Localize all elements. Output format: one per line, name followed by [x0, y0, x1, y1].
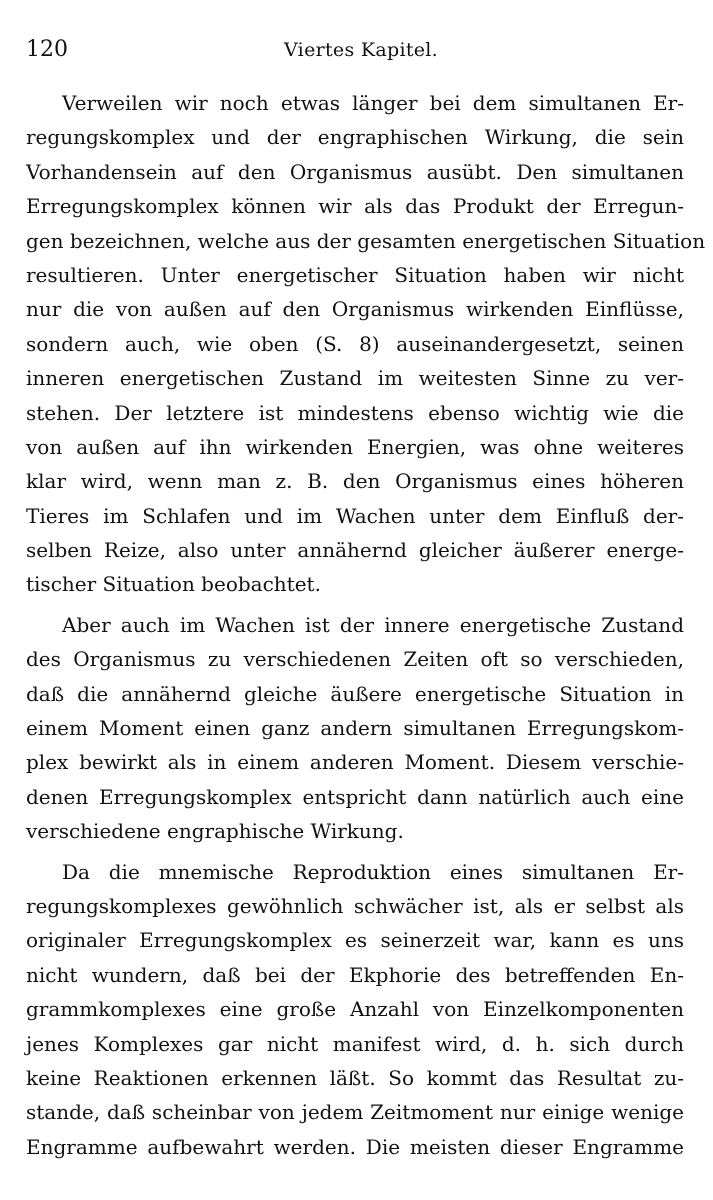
- paragraph-1: [26, 86, 706, 602]
- text-line: klar wird, wenn man z. B. den Organismus eines höheren: [26, 469, 684, 494]
- paragraph-2: [26, 608, 684, 849]
- text-line: stehen. Der letztere ist mindestens ebenso wichtig wie die: [26, 400, 684, 425]
- text-line: selben Reize, also unter annähernd gleicher äußerer energe-: [26, 538, 684, 563]
- page-number: 120: [26, 37, 68, 62]
- text-line: denen Erregungskomplex entspricht dann natürlich auch eine: [26, 784, 684, 809]
- text-line: originaler Erregungskomplex es seinerzeit war, kann es uns: [26, 928, 684, 953]
- text-line: daß die annähernd gleiche äußere energetische Situation in: [26, 681, 684, 706]
- text-line: Engramme aufbewahrt werden. Die meisten dieser Engramme: [26, 1134, 684, 1159]
- text-line: verschiedene engraphische Wirkung.: [26, 819, 404, 844]
- running-head: Viertes Kapitel.: [284, 39, 439, 61]
- text-line: gen bezeichnen, welche aus der gesamten energetischen Situation: [26, 228, 706, 253]
- text-line: nicht wundern, daß bei der Ekphorie des betreffenden En-: [26, 962, 684, 987]
- body-text: [26, 86, 706, 1170]
- text-line: Da die mnemische Reproduktion eines simultanen Er-: [62, 859, 684, 884]
- text-line: von außen auf ihn wirkenden Energien, was ohne weiteres: [26, 434, 684, 459]
- text-line: regungskomplex und der engraphischen Wirkung, die sein: [26, 125, 684, 150]
- paragraph-3: [26, 855, 684, 1165]
- page-header: [26, 36, 686, 66]
- text-line: sondern auch, wie oben (S. 8) auseinandergesetzt, seinen: [26, 331, 684, 356]
- text-line: Tieres im Schlafen und im Wachen unter dem Einfluß der-: [26, 503, 684, 528]
- text-line: einem Moment einen ganz andern simultanen Erregungskom-: [26, 716, 684, 741]
- text-line: keine Reaktionen erkennen läßt. So kommt das Resultat zu-: [26, 1065, 684, 1090]
- text-line: jenes Komplexes gar nicht manifest wird, d. h. sich durch: [26, 1031, 684, 1056]
- text-line: nur die von außen auf den Organismus wirkenden Einflüsse,: [26, 297, 684, 322]
- text-line: Erregungskomplex können wir als das Produkt der Erregun-: [26, 194, 684, 219]
- text-line: plex bewirkt als in einem anderen Moment. Diesem verschie-: [26, 750, 684, 775]
- text-line: grammkomplexes eine große Anzahl von Einzelkomponenten: [26, 997, 684, 1022]
- text-line: Verweilen wir noch etwas länger bei dem simultanen Er-: [62, 91, 684, 115]
- text-line: inneren energetischen Zustand im weitesten Sinne zu ver-: [26, 366, 684, 391]
- text-line: Aber auch im Wachen ist der innere energetische Zustand: [62, 612, 684, 637]
- text-line: stande, daß scheinbar von jedem Zeitmoment nur einige wenige: [26, 1100, 684, 1125]
- text-line: tischer Situation beobachtet.: [26, 572, 321, 597]
- text-line: Vorhandensein auf den Organismus ausübt. Den simultanen: [26, 159, 684, 184]
- text-line: resultieren. Unter energetischer Situation haben wir nicht: [26, 262, 684, 287]
- text-line: regungskomplexes gewöhnlich schwächer ist, als er selbst als: [26, 893, 684, 918]
- text-line: des Organismus zu verschiedenen Zeiten oft so verschieden,: [26, 647, 684, 672]
